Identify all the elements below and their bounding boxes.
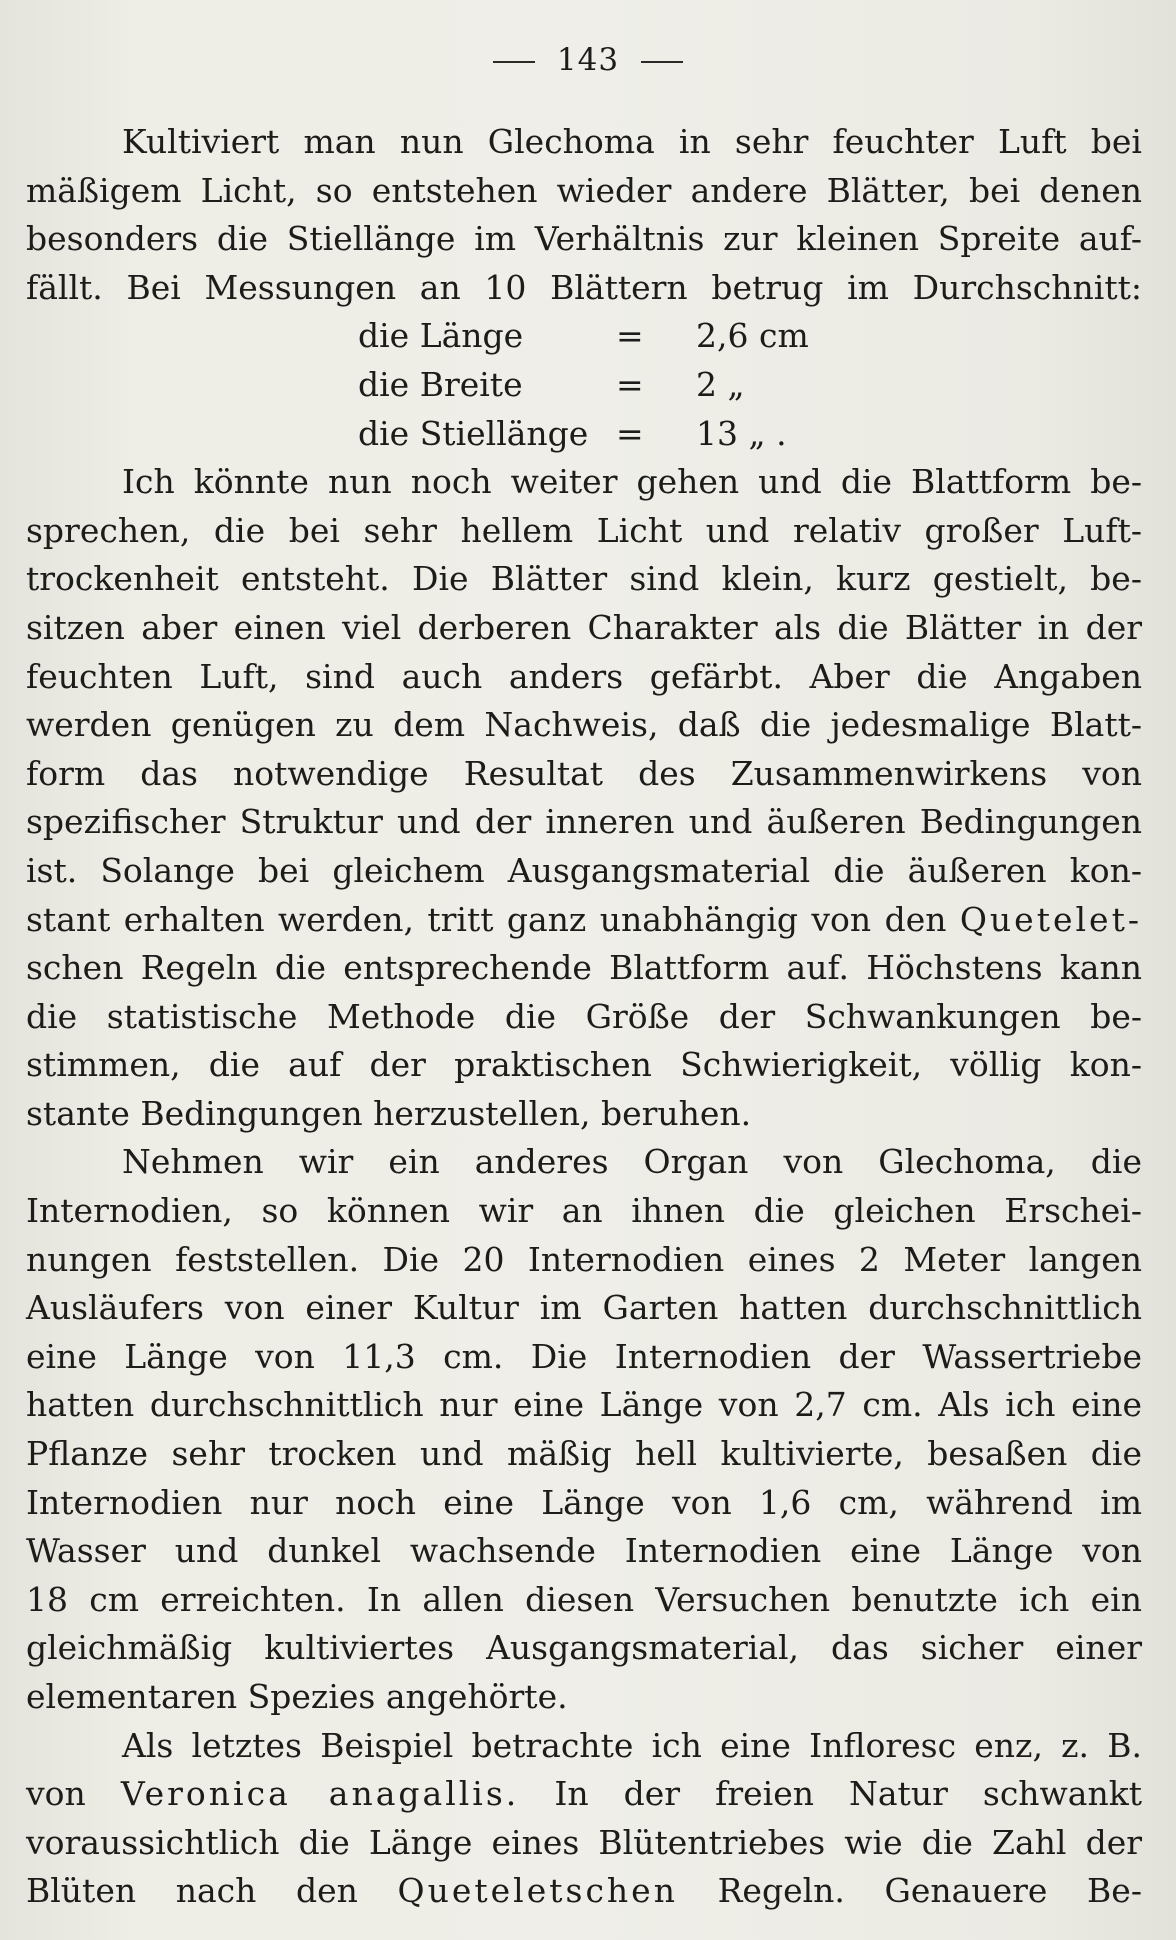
text-segment: stant erhalten werden, tritt ganz unabhängig von den [26,899,960,939]
text-segment: Regeln. Genauere Be- [677,1871,1142,1911]
text-line: hatten durchschnittlich nur eine Länge von 2,7 cm. Als ich eine [26,1385,1142,1425]
text-line: werden genügen zu dem Nachweis, daß die jedesmalige Blatt- [26,705,1142,745]
dash-left [493,61,535,63]
text-line: Ich könnte nun noch weiter gehen und die Blattform be- [122,462,1142,502]
text-line: Ausläufers von einer Kultur im Garten hatten durchschnittlich [26,1288,1142,1328]
text-line: gleichmäßig kultiviertes Ausgangsmaterial, das sicher einer [26,1628,1142,1668]
text-line: nungen feststellen. Die 20 Internodien eines 2 Meter langen [26,1239,1142,1279]
text-line: mäßigem Licht, so entstehen wieder andere Blätter, bei denen [26,170,1142,210]
measurement-label: die Breite [358,364,523,404]
species-name-veronica: Veronica anagallis. [120,1774,520,1814]
text-line: Als letztes Beispiel betrachte ich eine Infloresc enz, z. B. [122,1725,1142,1765]
text-line [26,1770,1142,1819]
text-line [26,1867,1142,1916]
measurement-row [26,361,1142,410]
text-line: eine Länge von 11,3 cm. Die Internodien der Wassertriebe [26,1336,1142,1376]
author-name-quetelet: Quetelet- [959,899,1142,939]
text-line: die statistische Methode die Größe der Schwankungen be- [26,996,1142,1036]
measurement-row [26,410,1142,459]
text-line: Kultiviert man nun Glechoma in sehr feuchter Luft bei [122,122,1142,161]
measurement-label: die Länge [358,316,524,356]
text-line: schen Regeln die entsprechende Blattform auf. Höchstens kann [26,948,1142,988]
text-line: Nehmen wir ein anderes Organ von Glechoma, die [122,1142,1142,1182]
text-line: stante Bedingungen herzustellen, beruhen. [26,1093,752,1133]
dash-right [641,61,683,63]
measurement-equals: = [616,413,644,453]
measurement-value: 13 „ . [696,413,787,453]
text-line: besonders die Stiellänge im Verhältnis zur kleinen Spreite auf- [26,219,1142,259]
text-line: sitzen aber einen viel derberen Charakter als die Blätter in der [26,607,1142,647]
text-line: stimmen, die auf der praktischen Schwierigkeit, völlig kon- [26,1045,1142,1085]
text-line: fällt. Bei Messungen an 10 Blättern betrug im Durchschnitt: [26,267,1142,307]
text-segment: Blüten nach den [26,1871,398,1911]
text-line: form das notwendige Resultat des Zusammenwirkens von [26,753,1142,793]
text-line: feuchten Luft, sind auch anders gefärbt. Aber die Angaben [26,656,1142,696]
page-number [0,42,1176,78]
text-line: Pflanze sehr trocken und mäßig hell kultivierte, besaßen die [26,1434,1142,1474]
text-line [26,896,1142,945]
measurement-value: 2 „ [696,364,745,404]
measurement-equals: = [616,364,644,404]
text-line: Internodien, so können wir an ihnen die gleichen Erschei- [26,1191,1142,1231]
measurement-row [26,312,1142,361]
text-line: sprechen, die bei sehr hellem Licht und relativ großer Luft- [26,510,1142,550]
text-line: 18 cm erreichten. In allen diesen Versuchen benutzte ich ein [26,1579,1142,1619]
text-line: spezifischer Struktur und der inneren und äußeren Bedingungen [26,802,1142,842]
text-line: ist. Solange bei gleichem Ausgangsmaterial die äußeren kon- [26,850,1142,890]
page-number-text: 143 [556,42,620,78]
text-line: Internodien nur noch eine Länge von 1,6 cm, während im [26,1482,1142,1522]
measurement-label: die Stiellänge [358,413,589,453]
text-line: trockenheit entsteht. Die Blätter sind klein, kurz gestielt, be- [26,559,1142,599]
text-segment: In der freien Natur schwankt [519,1774,1142,1814]
author-name-quetelet: Queteletschen [397,1871,678,1911]
text-line: voraussichtlich die Länge eines Blütentriebes wie die Zahl der [26,1822,1142,1862]
text-line: elementaren Spezies angehörte. [26,1677,568,1716]
body-text [26,118,1142,1916]
text-line: Wasser und dunkel wachsende Internodien eine Länge von [26,1531,1142,1571]
measurement-value: 2,6 cm [696,316,809,356]
measurement-equals: = [616,316,644,356]
text-segment: von [26,1774,121,1814]
